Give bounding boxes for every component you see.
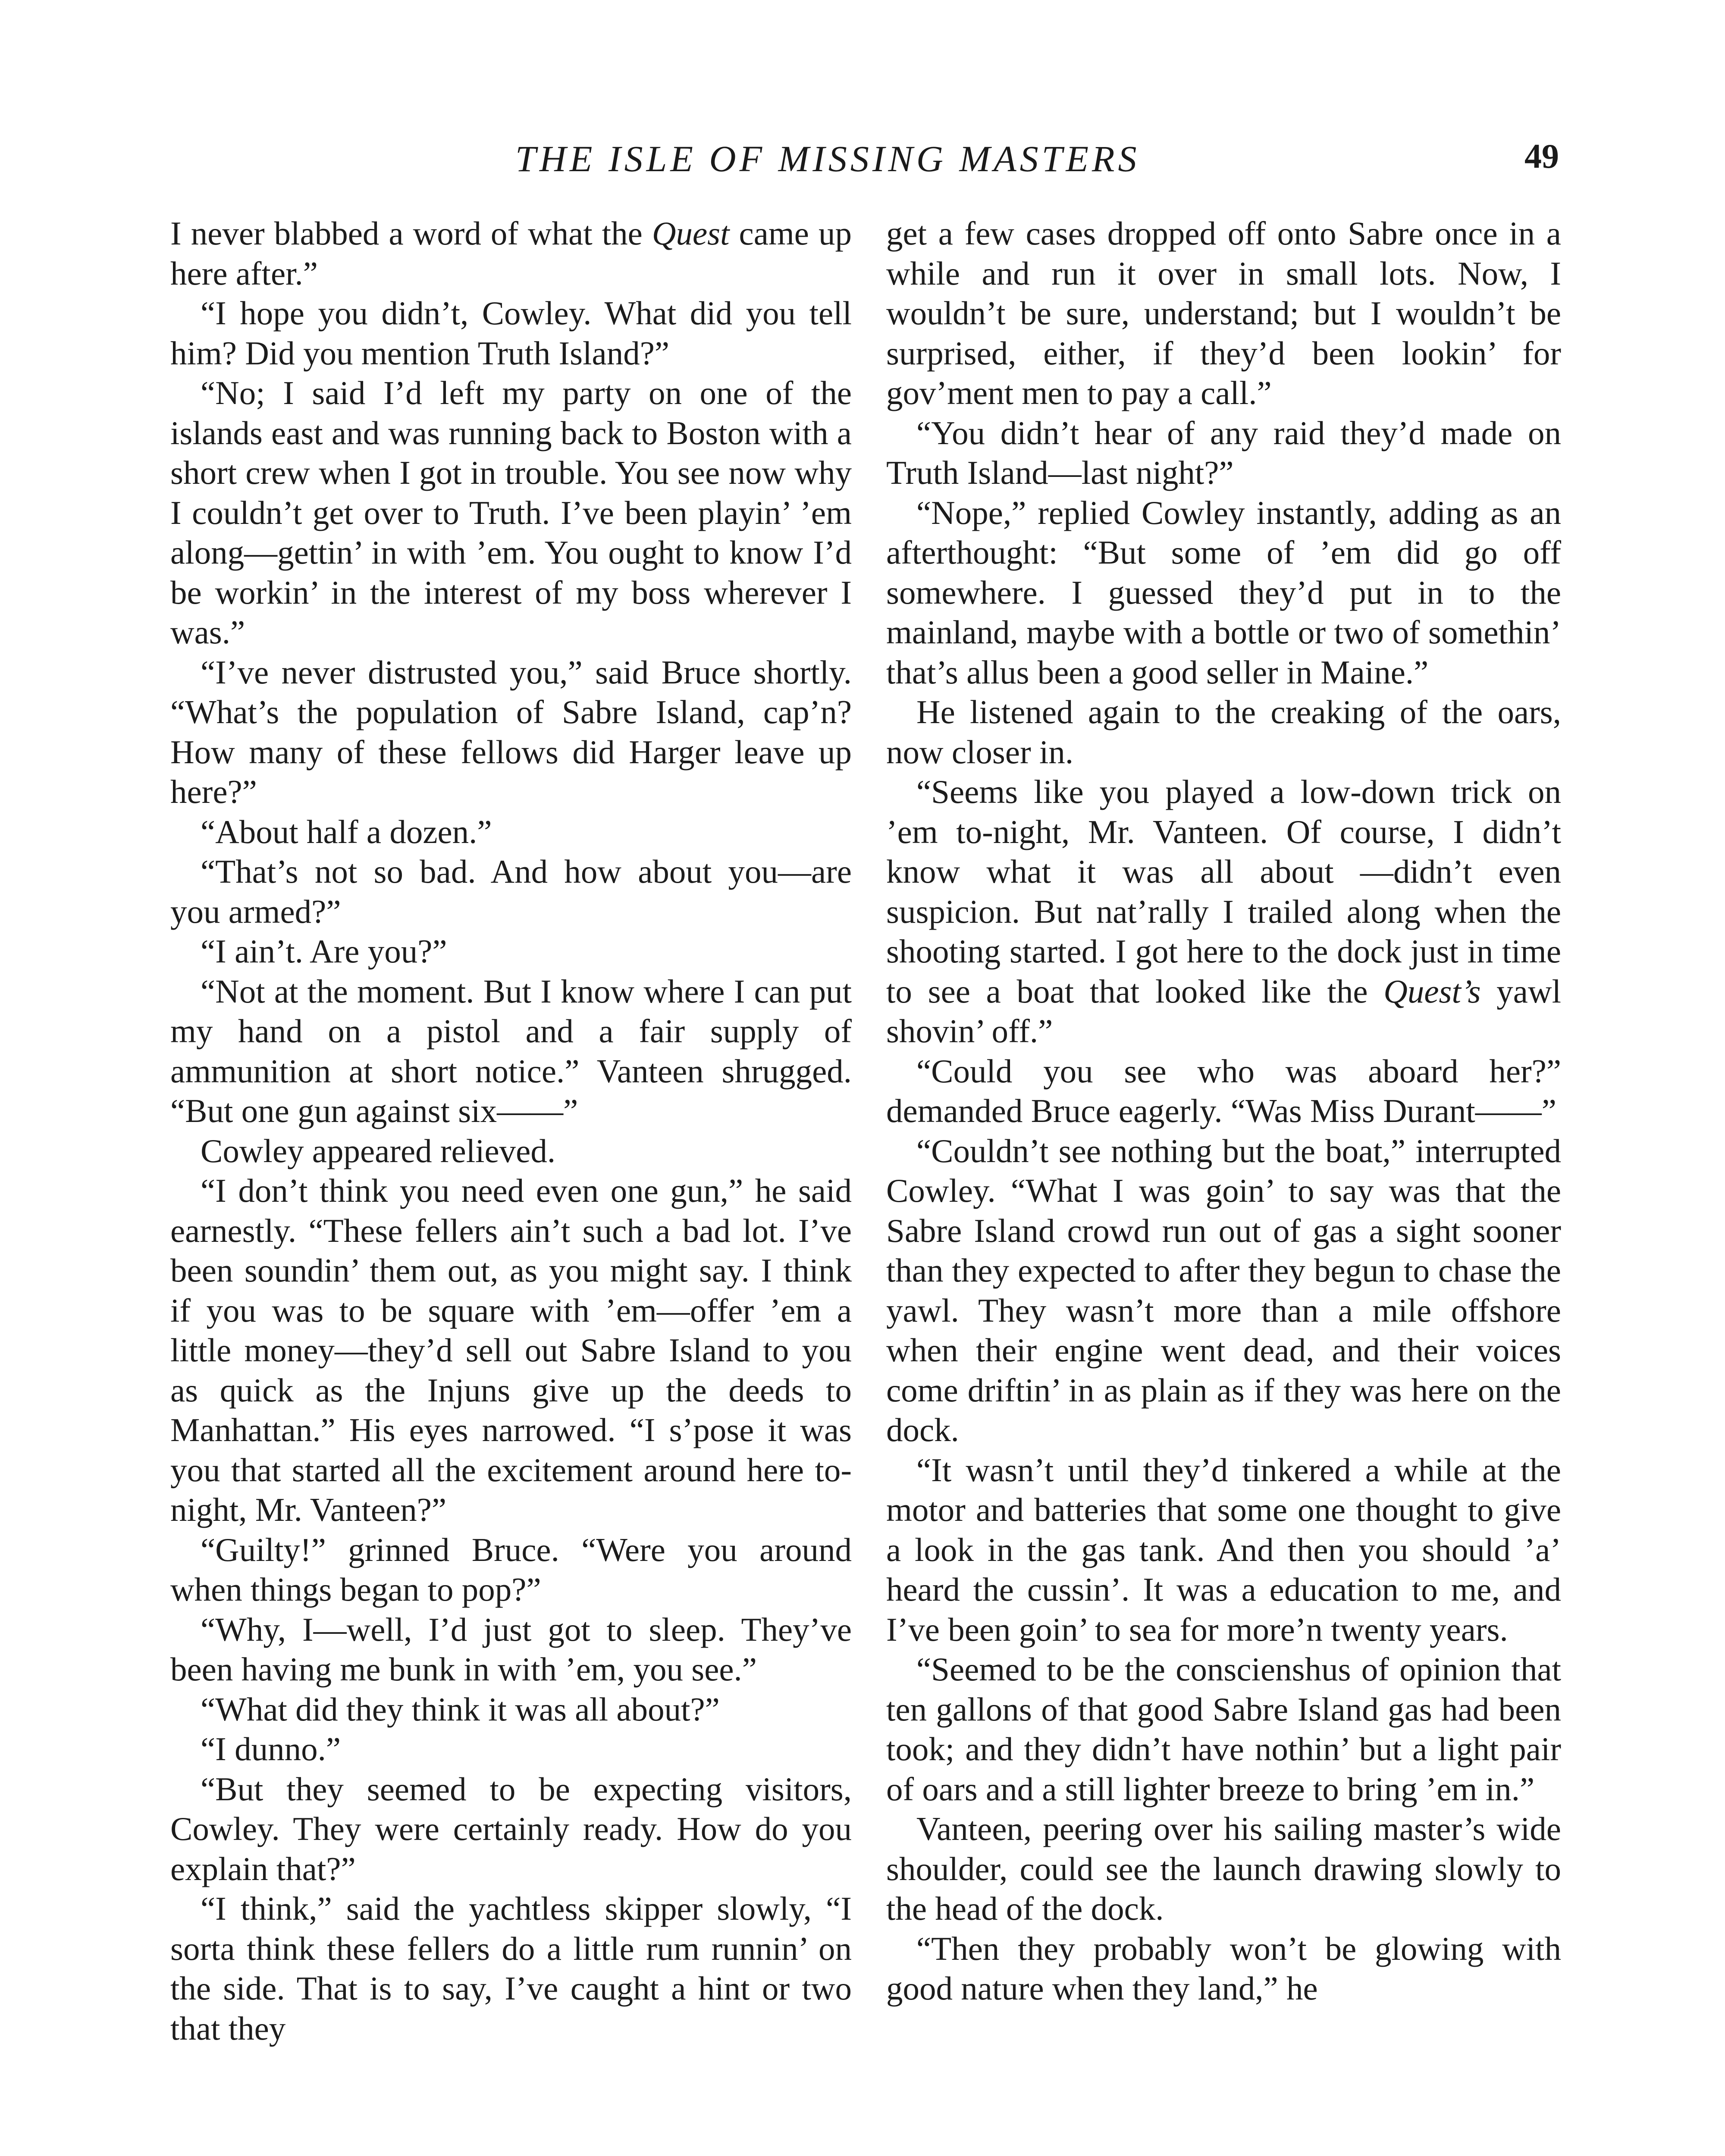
paragraph: “Seemed to be the conscienshus of opinion that ten gallons of that good Sabre Island gas had been took; and they didn’t have nothin’ but a light pair of oars and a still lighter breeze to bring ’em in.” — [886, 1651, 1561, 1808]
paragraph: “No; I said I’d left my party on one of the islands east and was running back to Boston with a short crew when I got in trouble. You see now why I couldn’t get over to Truth. I’ve been playin’ ’em along—gettin’ in with ’em. You ought to know I’d be workin’ in the interest of my boss wherever I was.” — [170, 374, 852, 651]
paragraph: “Couldn’t see nothing but the boat,” interrupted Cowley. “What I was goin’ to say was that the Sabre Island crowd run out of gas a sight sooner than they expected to after they begun to chase the yawl. They wasn’t more than a mile offshore when their engine went dead, and their voices come driftin’ in as plain as if they was here on the dock. — [886, 1132, 1561, 1448]
running-title: THE ISLE OF MISSING MASTERS — [515, 138, 1140, 179]
paragraph: “That’s not so bad. And how about you—are you armed?” — [170, 853, 852, 930]
paragraph: “It wasn’t until they’d tinkered a while at the motor and batteries that some one thought to give a look in the gas tank. And then you should ’a’ heard the cussin’. It was a education to me, and I’ve been goin’ to sea for more’n twenty years. — [886, 1451, 1561, 1648]
paragraph: “You didn’t hear of any raid they’d made on Truth Island—last night?” — [886, 414, 1561, 491]
paragraph: Cowley appeared relieved. — [201, 1132, 556, 1169]
paragraph: “I don’t think you need even one gun,” he said earnestly. “These fellers ain’t such a bad lot. I’ve been soundin’ them out, as you might say. I think if you was to be square with ’em—offer ’em a little money—they’d sell out Sabre Island to you as quick as the Injuns give up the deeds to Manhattan.” His eyes narrowed. “I s’pose it was you that started all the excitement around here to-night, Mr. Vanteen?” — [170, 1172, 852, 1528]
paragraph: “Nope,” replied Cowley instantly, adding as an afterthought: “But some of ’em did go off somewhere. I guessed they’d put in to the mainland, maybe with a bottle or two of somethin’ that’s allus been a good seller in Maine.” — [886, 494, 1561, 691]
paragraph: Vanteen, peering over his sailing master’s wide shoulder, could see the launch drawing slowly to the head of the dock. — [886, 1810, 1561, 1927]
paragraph: “I hope you didn’t, Cowley. What did you tell him? Did you mention Truth Island?” — [170, 295, 852, 372]
page-number: 49 — [1524, 138, 1559, 175]
paragraph: “I dunno.” — [201, 1730, 341, 1767]
paragraph: “Seems like you played a low-down trick on ’em to-night, Mr. Vanteen. Of course, I didn’t know what it was all about —didn’t even suspicion. But nat’rally I trailed along when the shooting started. I got here to the dock just in time to see a boat that looked like the Quest’s yawl shovin’ off.” — [886, 773, 1561, 1050]
paragraph: “I ain’t. Are you?” — [201, 933, 447, 970]
paragraph: “What did they think it was all about?” — [201, 1690, 720, 1728]
paragraph: “But they seemed to be expecting visitors, Cowley. They were certainly ready. How do you explain that?” — [170, 1770, 852, 1887]
ship-name: Quest’s — [1383, 972, 1481, 1010]
paragraph: “I’ve never distrusted you,” said Bruce shortly. “What’s the population of Sabre Island, cap’n? How many of these fellows did Harger leave up here?” — [170, 653, 852, 810]
paragraph: “I think,” said the yachtless skipper slowly, “I sorta think these fellers do a little rum runnin’ on the side. That is to say, I’ve caught a hint or two that they — [170, 1890, 852, 2047]
paragraph: “Why, I—well, I’d just got to sleep. They’ve been having me bunk in with ’em, you see.” — [170, 1611, 852, 1688]
paragraph: “Guilty!” grinned Bruce. “Were you around when things began to pop?” — [170, 1531, 852, 1608]
paragraph: He listened again to the creaking of the oars, now closer in. — [886, 693, 1561, 771]
paragraph: “Could you see who was aboard her?” demanded Bruce eagerly. “Was Miss Durant——” — [886, 1052, 1561, 1129]
paragraph: I never blabbed a word of what the Quest came up here after.” — [170, 215, 852, 292]
paragraph: “About half a dozen.” — [201, 813, 492, 850]
paragraph: get a few cases dropped off onto Sabre once in a while and run it over in small lots. Now, I wouldn’t be sure, understand; but I wouldn’t be surprised, either, if they’d been lookin’ for gov’ment men to pay a call.” — [886, 215, 1561, 411]
paragraph: “Then they probably won’t be glowing with good nature when they land,” he — [886, 1930, 1561, 2007]
ship-name: Quest — [652, 215, 730, 252]
left-column — [170, 213, 852, 2048]
page-header — [170, 137, 1568, 185]
right-column — [886, 213, 1561, 2009]
paragraph: “Not at the moment. But I know where I can put my hand on a pistol and a fair supply of ammunition at short notice.” Vanteen shrugged. “But one gun against six——” — [170, 972, 852, 1129]
